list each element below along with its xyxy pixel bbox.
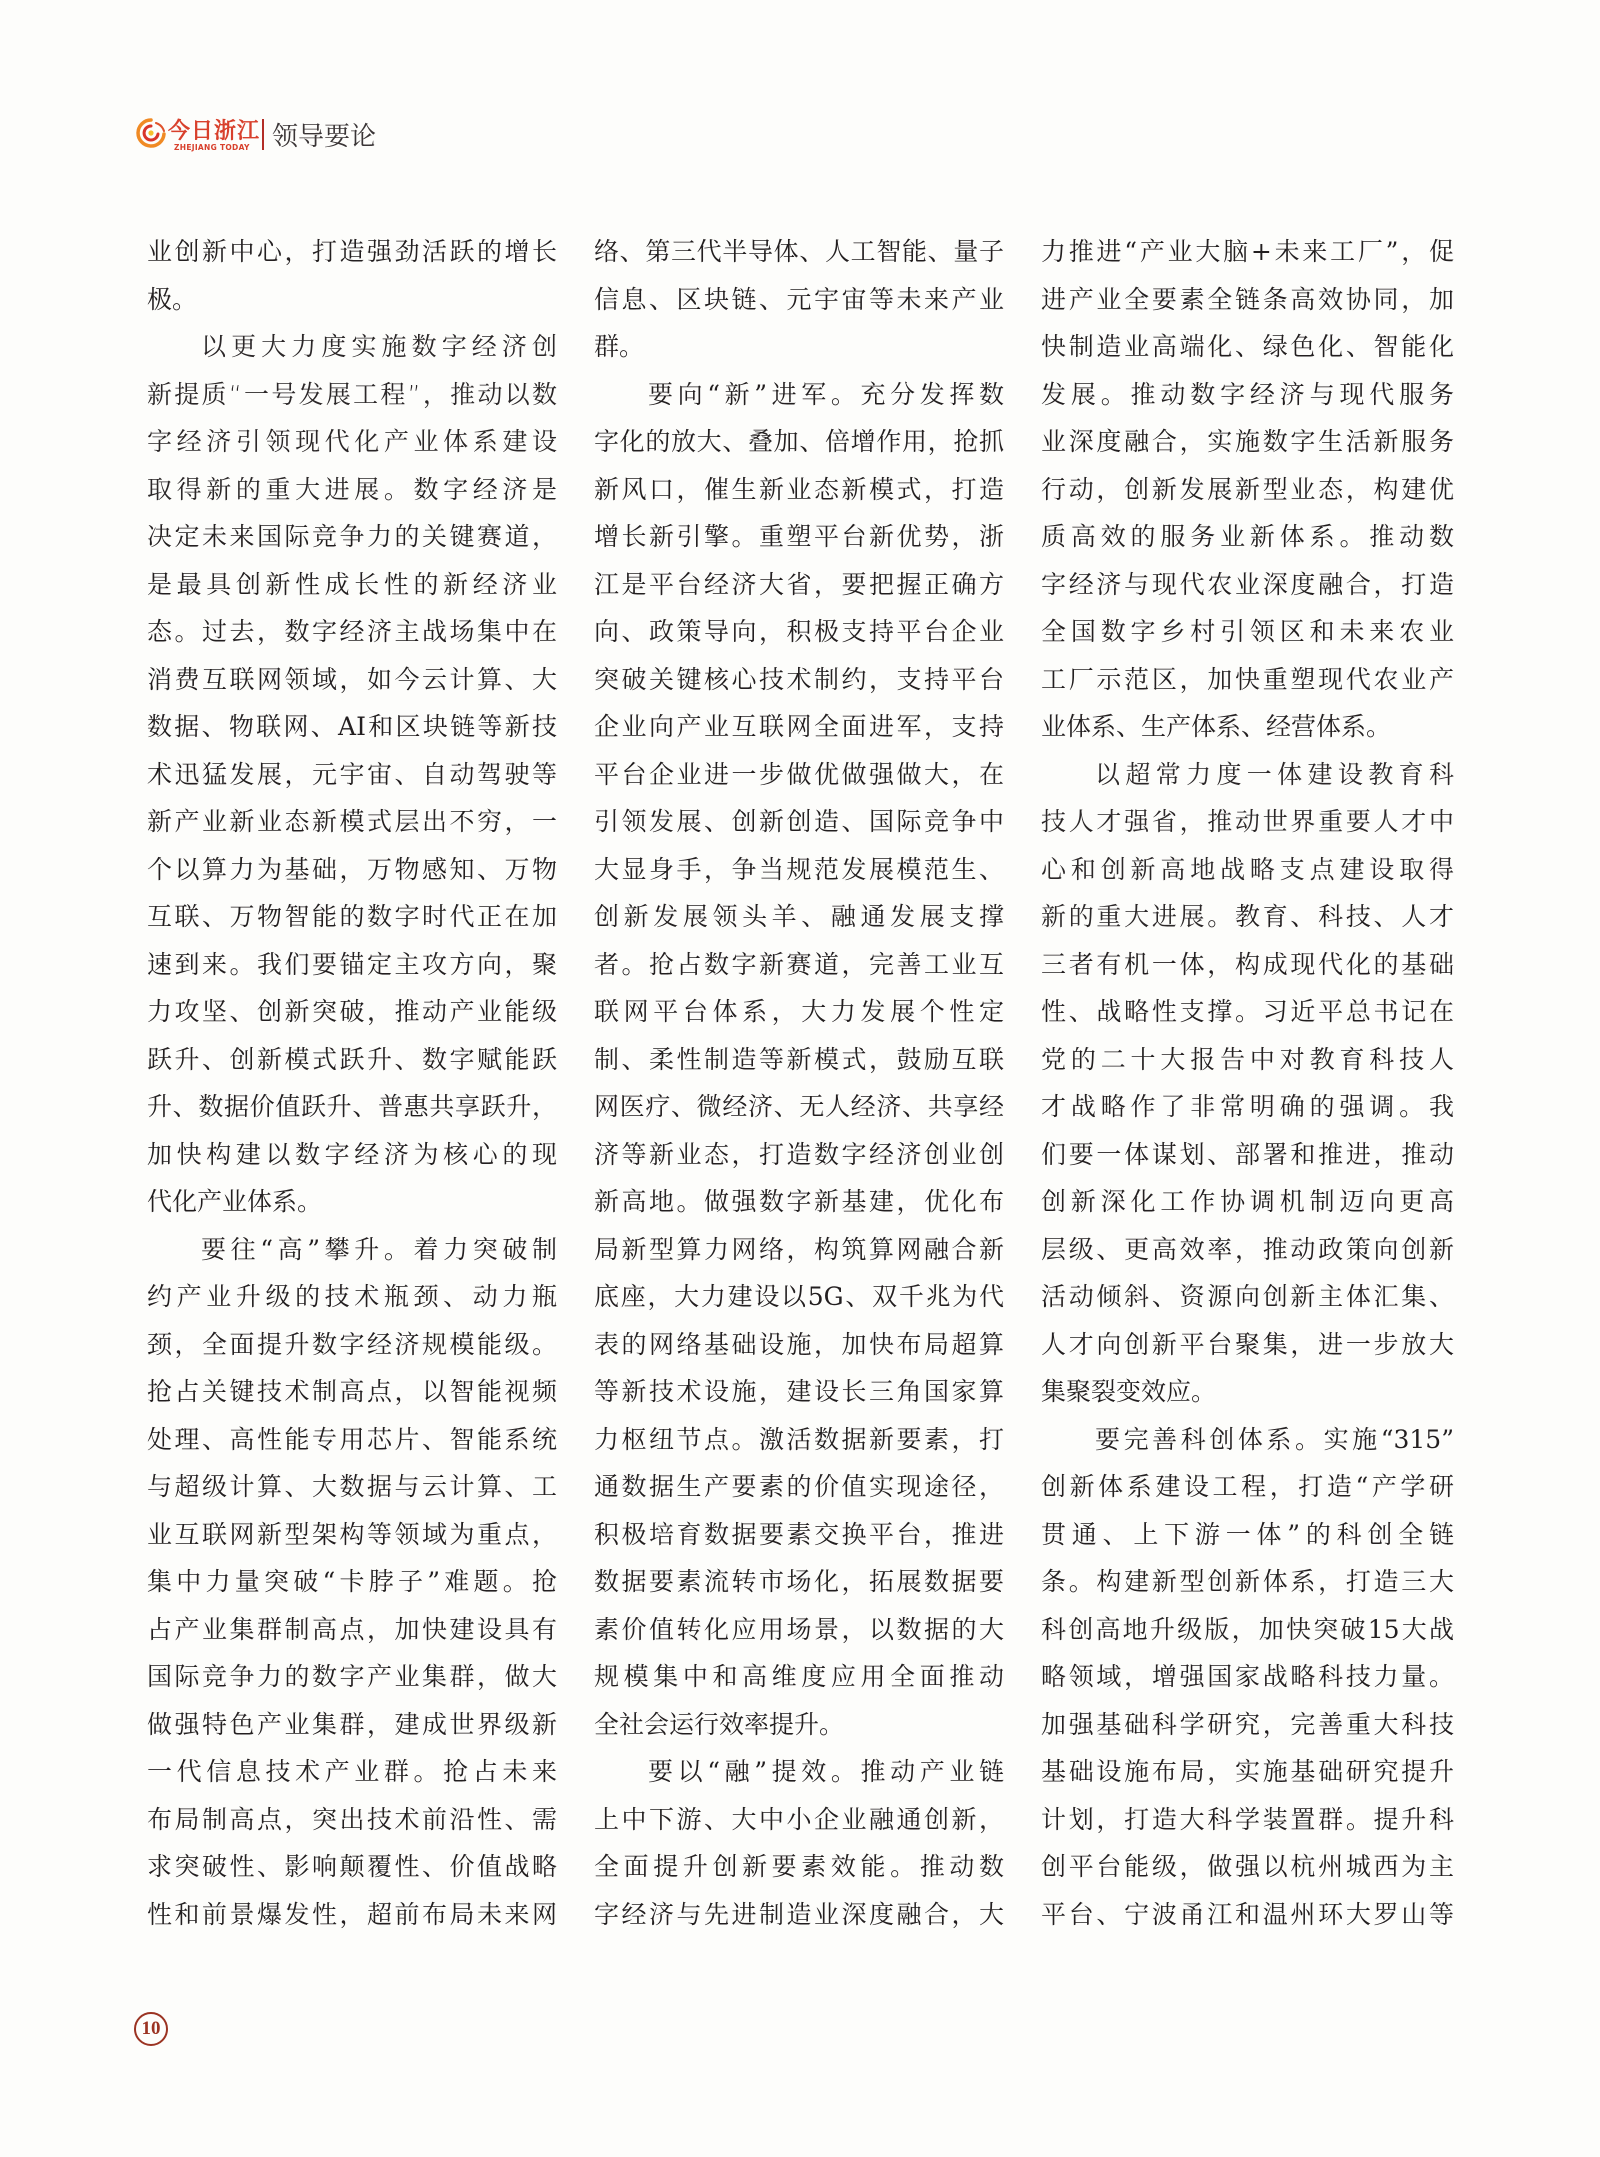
text-line xyxy=(147,323,557,371)
text-line xyxy=(1041,608,1454,656)
body-text: 济等新业态，打造数字经济创业创 xyxy=(594,1139,1004,1169)
text-line xyxy=(147,1321,557,1369)
text-line xyxy=(1041,561,1454,609)
body-text: 制、柔性制造等新模式，鼓励互联 xyxy=(594,1044,1004,1074)
body-text: 性和前景爆发性，超前布局未来网 xyxy=(147,1899,557,1929)
body-text: 大显身手，争当规范发展模范生、 xyxy=(594,854,1004,884)
text-line xyxy=(594,1606,1004,1654)
text-line xyxy=(147,466,557,514)
body-text: 代化产业体系。 xyxy=(147,1187,323,1216)
body-text: 规模集中和高维度应用全面推动 xyxy=(594,1662,1004,1691)
text-line xyxy=(1041,1653,1454,1701)
text-line xyxy=(1041,466,1454,514)
text-line xyxy=(594,1368,1004,1416)
body-text: 略领域，增强国家战略科技力量。 xyxy=(1041,1662,1454,1691)
body-text: 贯通、上下游一体”的科创全链 xyxy=(1041,1519,1454,1549)
body-text: 信息、区块链、元宇宙等未来产业 xyxy=(594,284,1004,314)
text-line xyxy=(594,656,1004,704)
text-column-3 xyxy=(1041,228,1454,1938)
body-text: 表的网络基础设施，加快布局超算 xyxy=(594,1329,1004,1359)
body-text: 活动倾斜、资源向创新主体汇集、 xyxy=(1041,1282,1454,1311)
text-line xyxy=(147,561,557,609)
text-line xyxy=(147,893,557,941)
text-line xyxy=(1041,276,1454,324)
lead-sentence-text: 新提质“一号发展工程”，推动以数 xyxy=(147,379,557,409)
text-line xyxy=(1041,1416,1454,1464)
body-text: 占产业集群制高点，加快建设具有 xyxy=(147,1614,557,1644)
text-line xyxy=(594,323,1004,371)
body-text: 新风口，催生新业态新模式，打造 xyxy=(594,474,1004,504)
text-line xyxy=(1041,1558,1454,1606)
body-text: 业体系、生产体系、经营体系。 xyxy=(1041,712,1392,741)
lead-sentence-text: 新的重大进展。 xyxy=(1041,902,1235,931)
lead-sentence-text: 技人才强省，推动世界重要人才中 xyxy=(1041,807,1454,836)
text-line xyxy=(147,798,557,846)
text-line xyxy=(147,703,557,751)
text-line xyxy=(594,371,1004,419)
body-text: 层级、更高效率，推动政策向创新 xyxy=(1041,1234,1454,1264)
text-line xyxy=(147,1701,557,1749)
body-text: 互联、万物智能的数字时代正在加 xyxy=(147,902,557,931)
text-line xyxy=(594,1701,1004,1749)
body-text: 质高效的服务业新体系。推动数 xyxy=(1041,522,1454,551)
text-line xyxy=(594,1226,1004,1274)
text-line xyxy=(594,1463,1004,1511)
text-line xyxy=(147,1558,557,1606)
body-text: 业互联网新型架构等领域为重点， xyxy=(147,1519,557,1549)
text-line xyxy=(1041,798,1454,846)
text-line xyxy=(147,1083,557,1131)
body-text: 集中力量突破“卡脖子”难题。抢 xyxy=(147,1567,557,1596)
text-line xyxy=(1041,1131,1454,1179)
text-line xyxy=(594,1273,1004,1321)
text-line xyxy=(1041,323,1454,371)
body-text: 江是平台经济大省，要把握正确方 xyxy=(594,569,1004,599)
body-text: 求突破性、影响颠覆性、价值战略 xyxy=(147,1852,557,1881)
text-line xyxy=(1041,1511,1454,1559)
body-text: 处理、高性能专用芯片、智能系统 xyxy=(147,1424,557,1454)
text-line xyxy=(1041,1891,1454,1939)
text-line xyxy=(147,656,557,704)
body-text: 数字经济是 xyxy=(413,474,557,504)
text-line xyxy=(147,1226,557,1274)
body-text: 局新型算力网络，构筑算网融合新 xyxy=(594,1234,1004,1264)
body-text: 业深度融合，实施数字生活新服务 xyxy=(1041,427,1454,456)
body-text: 平台、宁波甬江和温州环大罗山等 xyxy=(1041,1899,1454,1929)
text-line xyxy=(594,941,1004,989)
body-text: 与超级计算、大数据与云计算、工 xyxy=(147,1472,557,1501)
text-line xyxy=(594,1653,1004,1701)
body-text: 素价值转化应用场景，以数据的大 xyxy=(594,1614,1004,1644)
body-text: 党的二十大报告中对教育科技人 xyxy=(1041,1044,1454,1074)
text-line xyxy=(594,703,1004,751)
text-line xyxy=(147,1416,557,1464)
text-line xyxy=(1041,988,1454,1036)
body-text: 态。过去，数字经济主战场集中在 xyxy=(147,617,557,646)
body-text: 引领发展、创新创造、国际竞争中 xyxy=(594,807,1004,836)
body-text: 全国数字乡村引领区和未来农业 xyxy=(1041,617,1454,646)
body-text: 约产业升级的技术瓶颈、动力瓶 xyxy=(147,1282,557,1311)
text-line xyxy=(594,1511,1004,1559)
text-line xyxy=(594,418,1004,466)
body-text: 做强特色产业集群，建成世界级新 xyxy=(147,1709,557,1739)
text-line xyxy=(594,1083,1004,1131)
text-line xyxy=(594,466,1004,514)
body-text: 通数据生产要素的价值实现途径， xyxy=(594,1472,1004,1501)
text-column-2 xyxy=(594,228,1004,1938)
body-text: 字经济与现代农业深度融合，打造 xyxy=(1041,569,1454,599)
text-line xyxy=(147,371,557,419)
magazine-logo-english: ZHEJIANG TODAY xyxy=(174,143,250,152)
text-line xyxy=(1041,1701,1454,1749)
text-line xyxy=(147,1273,557,1321)
body-text: 是最具创新性成长性的新经济业 xyxy=(147,569,557,599)
text-line xyxy=(1041,418,1454,466)
body-text: 要完善科创体系。实施“315” xyxy=(1095,1424,1454,1454)
body-text: 创平台能级，做强以杭州城西为主 xyxy=(1041,1852,1454,1881)
lead-sentence-text: 以更大力度实施数字经济创 xyxy=(201,332,557,361)
body-text: 颈，全面提升数字经济规模能级。 xyxy=(147,1329,557,1359)
text-line xyxy=(594,1843,1004,1891)
body-text: 企业向产业互联网全面进军，支持 xyxy=(594,712,1004,741)
body-text: 进产业全要素全链条高效协同，加 xyxy=(1041,284,1454,314)
text-line xyxy=(1041,1321,1454,1369)
swirl-logo-icon xyxy=(134,117,168,149)
text-line xyxy=(147,1653,557,1701)
text-line xyxy=(1041,1036,1454,1084)
lead-sentence-text: 字经济引领现代化产业体系建设 xyxy=(147,427,557,456)
body-text: 决定未来国际竞争力的关键赛道， xyxy=(147,522,557,551)
body-text: 条。构建新型创新体系，打造三大 xyxy=(1041,1567,1454,1596)
text-line xyxy=(147,1131,557,1179)
body-text: 抢占关键技术制高点，以智能视频 xyxy=(147,1377,557,1406)
body-text: 速到来。我们要锚定主攻方向，聚 xyxy=(147,949,557,979)
text-line xyxy=(1041,846,1454,894)
body-text: 教育、科技、人才 xyxy=(1235,902,1454,931)
body-text: 上中下游、大中小企业融通创新， xyxy=(594,1804,1004,1834)
text-line xyxy=(594,513,1004,561)
text-line xyxy=(1041,1226,1454,1274)
text-line xyxy=(1041,1368,1454,1416)
body-text: 基础设施布局，实施基础研究提升 xyxy=(1041,1757,1454,1786)
text-line xyxy=(594,276,1004,324)
body-text: 群。 xyxy=(594,332,645,361)
text-line xyxy=(147,988,557,1036)
body-text: 科创高地升级版，加快突破15大战 xyxy=(1041,1614,1454,1644)
body-text: 全面提升创新要素效能。推动数 xyxy=(594,1852,1004,1881)
text-line xyxy=(147,1036,557,1084)
text-line xyxy=(147,1843,557,1891)
body-text: 底座，大力建设以5G、双千兆为代 xyxy=(594,1282,1004,1311)
text-line xyxy=(147,1606,557,1654)
text-line xyxy=(1041,751,1454,799)
text-line xyxy=(147,1511,557,1559)
body-text: 数据、物联网、AI和区块链等新技 xyxy=(147,712,557,741)
body-text: 布局制高点，突出技术前沿性、需 xyxy=(147,1804,557,1834)
body-text: 三者有机一体，构成现代化的基础 xyxy=(1041,949,1454,979)
text-line xyxy=(594,798,1004,846)
text-line xyxy=(594,228,1004,276)
text-line xyxy=(594,1796,1004,1844)
text-line xyxy=(594,1748,1004,1796)
text-line xyxy=(594,846,1004,894)
header-divider xyxy=(262,119,264,150)
text-line xyxy=(1041,1273,1454,1321)
text-line xyxy=(147,1796,557,1844)
text-line xyxy=(147,228,557,276)
body-text: 跃升、创新模式跃升、数字赋能跃 xyxy=(147,1044,557,1074)
body-text: 一代信息技术产业群。抢占未来 xyxy=(147,1757,557,1786)
text-column-1 xyxy=(147,228,557,1938)
body-text: 国际竞争力的数字产业集群，做大 xyxy=(147,1662,557,1691)
text-line xyxy=(147,276,557,324)
text-line xyxy=(1041,656,1454,704)
body-text: 新产业新业态新模式层出不穷，一 xyxy=(147,807,557,836)
body-text: 极。 xyxy=(147,284,198,314)
body-text: 新高地。做强数字新基建，优化布 xyxy=(594,1187,1004,1216)
body-text: 创新发展领头羊、融通发展支撑 xyxy=(594,902,1004,931)
body-text: 要以“融”提效。推动产业链 xyxy=(648,1757,1004,1786)
body-text: 个以算力为基础，万物感知、万物 xyxy=(147,854,557,884)
text-line xyxy=(1041,228,1454,276)
text-line xyxy=(1041,1606,1454,1654)
magazine-logo-text: 今日浙江 xyxy=(168,118,261,144)
body-text: 积极培育数据要素交换平台，推进 xyxy=(594,1519,1004,1549)
text-line xyxy=(147,1891,557,1939)
body-text: 消费互联网领域，如今云计算、大 xyxy=(147,664,557,694)
body-text: 字经济与先进制造业深度融合，大 xyxy=(594,1899,1004,1929)
body-text: 行动，创新发展新型业态，构建优 xyxy=(1041,474,1454,504)
text-line xyxy=(1041,1463,1454,1511)
body-text: 才战略作了非常明确的强调。我 xyxy=(1041,1092,1454,1121)
text-line xyxy=(147,608,557,656)
body-text: 突破关键核心技术制约，支持平台 xyxy=(594,664,1004,694)
body-text: 工厂示范区，加快重塑现代农业产 xyxy=(1041,664,1454,694)
body-text: 创新深化工作协调机制迈向更高 xyxy=(1041,1187,1454,1216)
body-text: 们要一体谋划、部署和推进，推动 xyxy=(1041,1139,1454,1169)
body-text: 络、第三代半导体、人工智能、量子 xyxy=(594,237,1004,266)
text-line xyxy=(1041,1178,1454,1226)
body-text: 要往“高”攀升。着力突破制 xyxy=(201,1234,557,1264)
body-text: 加快构建以数字经济为核心的现 xyxy=(147,1139,557,1169)
text-line xyxy=(594,561,1004,609)
text-line xyxy=(594,751,1004,799)
page-header xyxy=(0,0,1600,180)
body-text: 业创新中心，打造强劲活跃的增长 xyxy=(147,237,557,266)
body-text: 性、战略性支撑。习近平总书记在 xyxy=(1041,997,1454,1026)
text-line xyxy=(1041,703,1454,751)
text-line xyxy=(147,1748,557,1796)
body-text: 平台企业进一步做优做强做大，在 xyxy=(594,759,1004,789)
text-line xyxy=(594,1131,1004,1179)
text-line xyxy=(594,1321,1004,1369)
body-text: 创新体系建设工程，打造“产学研 xyxy=(1041,1472,1454,1501)
section-title: 领导要论 xyxy=(272,122,377,152)
body-text: 快制造业高端化、绿色化、智能化 xyxy=(1041,332,1454,361)
body-text: 发展。推动数字经济与现代服务 xyxy=(1041,379,1454,409)
body-text: 网医疗、微经济、无人经济、共享经 xyxy=(594,1092,1004,1121)
text-line xyxy=(1041,1083,1454,1131)
body-text: 数据要素流转市场化，拓展数据要 xyxy=(594,1567,1004,1596)
text-line xyxy=(594,893,1004,941)
text-line xyxy=(1041,1843,1454,1891)
text-line xyxy=(147,1463,557,1511)
lead-sentence-text: 取得新的重大进展。 xyxy=(147,474,414,504)
text-line xyxy=(147,513,557,561)
text-line xyxy=(147,1368,557,1416)
text-line xyxy=(594,1036,1004,1084)
text-line xyxy=(1041,1796,1454,1844)
body-text: 全社会运行效率提升。 xyxy=(594,1709,845,1739)
text-line xyxy=(1041,941,1454,989)
text-line xyxy=(147,418,557,466)
page-number: 10 xyxy=(134,2012,168,2046)
text-line xyxy=(594,1178,1004,1226)
body-text: 人才向创新平台聚集，进一步放大 xyxy=(1041,1329,1454,1359)
text-line xyxy=(1041,893,1454,941)
text-line xyxy=(147,941,557,989)
text-line xyxy=(147,751,557,799)
text-line xyxy=(594,1558,1004,1606)
body-text: 计划，打造大科学装置群。提升科 xyxy=(1041,1804,1454,1834)
text-line xyxy=(1041,1748,1454,1796)
text-line xyxy=(147,1178,557,1226)
text-line xyxy=(1041,371,1454,419)
body-text: 力枢纽节点。激活数据新要素，打 xyxy=(594,1424,1004,1454)
text-line xyxy=(594,1891,1004,1939)
body-text: 术迅猛发展，元宇宙、自动驾驶等 xyxy=(147,759,557,789)
body-text: 力攻坚、创新突破，推动产业能级 xyxy=(147,997,557,1026)
body-text: 力推进“产业大脑+未来工厂”，促 xyxy=(1041,237,1454,266)
body-text: 等新技术设施，建设长三角国家算 xyxy=(594,1377,1004,1406)
body-text: 加强基础科学研究，完善重大科技 xyxy=(1041,1709,1454,1739)
body-text: 者。抢占数字新赛道，完善工业互 xyxy=(594,949,1004,979)
text-line xyxy=(1041,513,1454,561)
body-text: 要向“新”进军。充分发挥数 xyxy=(648,379,1004,409)
text-line xyxy=(147,846,557,894)
body-text: 增长新引擎。重塑平台新优势，浙 xyxy=(594,522,1004,551)
lead-sentence-text: 以超常力度一体建设教育科 xyxy=(1095,759,1454,789)
lead-sentence-text: 心和创新高地战略支点建设取得 xyxy=(1041,854,1454,884)
body-text: 字化的放大、叠加、倍增作用，抢抓 xyxy=(594,427,1004,456)
body-text: 升、数据价值跃升、普惠共享跃升， xyxy=(147,1092,557,1121)
body-text: 集聚裂变效应。 xyxy=(1041,1377,1217,1406)
text-line xyxy=(594,1416,1004,1464)
body-text: 联网平台体系，大力发展个性定 xyxy=(594,997,1004,1026)
text-line xyxy=(594,608,1004,656)
text-line xyxy=(594,988,1004,1036)
body-text: 向、政策导向，积极支持平台企业 xyxy=(594,617,1004,646)
